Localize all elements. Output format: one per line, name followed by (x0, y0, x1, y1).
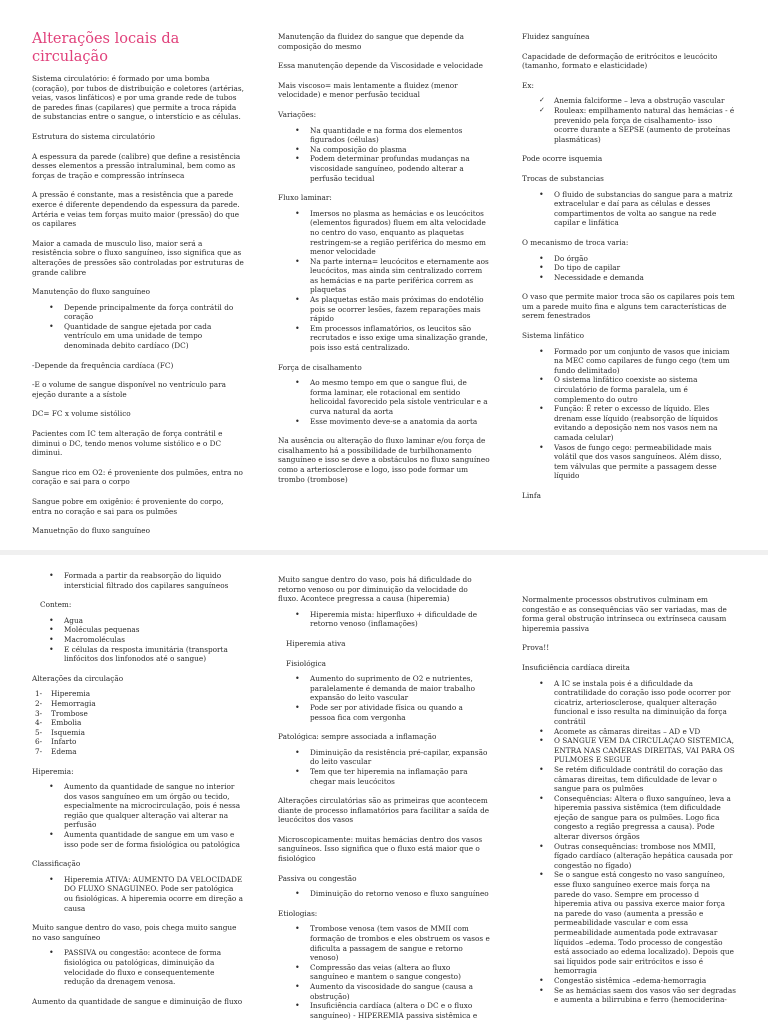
list-number: 6- (35, 737, 43, 747)
list-item: • Acomete as câmaras direitas – AD e VD (522, 727, 736, 737)
list-item: • Se o sangue está congesto no vaso sanguíneo, esse fluxo sanguíneo exerce mais força na parede do vaso. Sempre em processo d hiperemia ativa ou passiva exerce maior força na parede do vaso (aumenta a pressão e permeabilidade vascular e com essa permeabilidade aumentada pode extravasar líquidos –edema. Todo processo de congestão está associado ao edema localizado). Depois que sai líquidos pode sair eritrócitos e isso é hemorragia (522, 870, 736, 976)
list-number: 7- (35, 746, 43, 756)
list-item: • E células da resposta imunitária (transporta linfócitos dos linfonodos até o sangue) (32, 645, 244, 664)
list-item: • Trombose venosa (tem vasos de MMII com formação de trombos e eles obstruem os vasos e dificulta a passagem de sangue e retorno venoso) (278, 924, 490, 962)
list-item: • Consequências: Altera o fluxo sanguíneo, leva a hiperemia passiva sistêmica (tem dificuldade ejeção de sangue para os pulmões. Logo fica congesto a região pregressa a causa). Pode alterar diversos órgãos (522, 794, 736, 842)
list-item: ✓ Anemia falciforme – leva a obstrução vascular (522, 96, 736, 106)
list-item: • Moléculas pequenas (32, 625, 244, 635)
page2-column-3 (522, 595, 736, 1015)
document-page-2 (0, 555, 768, 1024)
bullet-list (32, 616, 244, 664)
list-item: • Hiperemia mista: hiperfluxo + dificuldade de retorno venoso (inflamações) (278, 610, 490, 629)
list-item-text: Hiperemia (51, 689, 91, 699)
paragraph: Alterações circulatórias são as primeiras que acontecem diante de processo inflamatórios para facilitar a saída de leucócitos dos vasos (278, 796, 490, 825)
list-item (32, 737, 244, 747)
list-item: • PASSIVA ou congestão: acontece de forma fisiológica ou patológicas, diminuição da velocidade do fluxo e consequentemente redução da drenagem venosa. (32, 948, 244, 986)
paragraph: Ex: (522, 80, 534, 90)
list-item (32, 718, 244, 728)
paragraph: Trocas de substancias (522, 173, 604, 183)
paragraph: Contem: (40, 600, 72, 610)
list-item: • Tem que ter hiperemia na inflamação para chegar mais leucócitos (278, 767, 490, 786)
numbered-list (32, 689, 244, 756)
checklist (522, 96, 736, 144)
list-item: • Depende principalmente da força contrátil do coração (32, 303, 244, 322)
paragraph: O mecanismo de troca varia: (522, 237, 629, 247)
list-item (32, 709, 244, 719)
list-item-text: Trombose (51, 708, 88, 718)
paragraph: Fluidez sanguínea (522, 32, 590, 41)
list-item: • Quantidade de sangue ejetada por cada ventrículo em uma unidade de tempo denominada debito cardíaco (DC) (32, 322, 244, 351)
bullet-list (32, 303, 244, 351)
list-item (32, 747, 244, 757)
list-item-text: Infarto (51, 737, 77, 747)
paragraph: Sangue pobre em oxigênio: é proveniente do corpo, entra no coração e sai para os pulmões (32, 497, 224, 516)
paragraph: Mais viscoso= mais lentamente a fluidez (menor velocidade) e menor perfusão tecidual (278, 80, 458, 100)
list-item: • Pode ser por atividade física ou quando a pessoa fica com vergonha (278, 703, 490, 722)
list-item: • Compressão das veias (altera ao fluxo sanguíneo e mantem o sangue congesto) (278, 963, 490, 982)
list-item: • Macromoléculas (32, 635, 244, 645)
paragraph: Muito sangue dentro do vaso, pois chega muito sangue no vaso sanguíneo (32, 923, 237, 942)
list-item: • Se retém dificuldade contrátil do coração das câmaras direitas, tem dificuldade de levar o sangue para os pulmões (522, 765, 736, 794)
bullet-list (32, 948, 244, 986)
paragraph: Hiperemia: (32, 766, 74, 776)
list-item (32, 689, 244, 699)
paragraph: -Depende da frequência cardíaca (FC) (32, 360, 174, 370)
list-number: 5- (35, 727, 43, 737)
list-item: • Na parte interna= leucócitos e eternamente aos leucócitos, mas ainda sim centralizado correm as hemácias e na parte periférica correm as plaquetas (278, 257, 490, 295)
paragraph: A espessura da parede (calibre) que define a resistência desses elementos a pressão intraluminal, bem como as forças de tração e compressão intrínseca (32, 151, 241, 180)
paragraph: Patológica: sempre associada a inflamação (278, 732, 437, 742)
paragraph: Essa manutenção depende da Viscosidade e velocidade (278, 61, 483, 71)
list-item-text: Edema (51, 746, 77, 756)
list-item: • Diminuição da resistência pré-capilar, expansão do leito vascular (278, 748, 490, 767)
bullet-list (278, 889, 490, 899)
paragraph: A pressão é constante, mas a resistência que a parede exerce é diferente dependendo da espessura da parede. Artéria e veias tem forças muito maior (pressão) do que os capilares (32, 190, 240, 229)
paragraph: Capacidade de deformação de eritrócitos e leucócito (tamanho, formato e elasticidade) (522, 51, 718, 71)
list-item-text: Isquemia (51, 727, 85, 737)
paragraph: Prova!! (522, 643, 550, 653)
list-item: • Aumenta quantidade de sangue em um vaso e isso pode ser de forma fisiológica ou patológica (32, 830, 244, 849)
paragraph: Na ausência ou alteração do fluxo laminar e/ou força de cisalhamento há a possibilidade de turbilhonamento sanguíneo e isso se deve a obstáculos no fluxo sanguíneo como a arteriosclerose e logo, isso pode formar um trombo (trombose) (278, 436, 490, 484)
list-item: • Agua (32, 616, 244, 626)
bullet-list (32, 782, 244, 849)
paragraph: Variações: (278, 109, 317, 119)
list-item: • O fluido de substancias do sangue para a matriz extracelular e daí para as células e desses compartimentos de volta ao sangue na rede capilar e linfática (522, 190, 736, 228)
page1-column-1 (32, 30, 244, 546)
bullet-list (522, 254, 736, 283)
list-item: • Hiperemia ATIVA: AUMENTO DA VELOCIDADE DO FLUXO SNAGUINEO. Pode ser patológica ou fisiológicas. A hiperemia ocorre em direção a causa (32, 875, 244, 913)
paragraph: Pacientes com IC tem alteração de força contrátil e diminui o DC, tendo menos volume sistólico e o DC diminui. (32, 429, 223, 458)
list-item: • Ao mesmo tempo em que o sangue flui, de forma laminar, ele rotacional em sentido helicoidal favorecido pela sístole ventricular e a curva natural da aorta (278, 378, 490, 416)
paragraph: -E o volume de sangue disponível no ventrículo para ejeção durante a a sístole (32, 380, 226, 399)
bullet-list (522, 347, 736, 481)
paragraph: Insuficiência cardíaca direita (522, 662, 630, 672)
paragraph: Linfa (522, 490, 541, 500)
list-item (32, 728, 244, 738)
paragraph: Classificação (32, 859, 81, 869)
paragraph: O vaso que permite maior troca são os capilares pois tem um a parede muito fina e alguns tem características de serem fenestrados (522, 292, 735, 321)
paragraph: Alterações da circulação (32, 673, 124, 683)
list-item: • O SANGUE VEM DA CIRCULAÇAO SISTEMICA, ENTRA NAS CAMERAS DIREITAS, VAI PARA OS PULMOES E SEGUE (522, 736, 736, 765)
bullet-list (278, 748, 490, 786)
paragraph: Estrutura do sistema circulatório (32, 131, 155, 141)
list-item: • Congestão sistêmica –edema-hemorragia (522, 976, 736, 986)
bullet-list (278, 209, 490, 353)
page2-column-2 (278, 575, 490, 1024)
paragraph: Manuetnção do fluxo sanguíneo (32, 526, 151, 536)
list-item: • Vasos de fungo cego: permeabilidade mais volátil que dos vasos sanguíneos. Além disso, tem válvulas que permite a passagem desse líquido (522, 443, 736, 481)
list-item: • O sistema linfático coexiste ao sistema circulatório de forma paralela, um é complemento do outro (522, 375, 736, 404)
paragraph: Hiperemia ativa (286, 638, 346, 648)
list-number: 1- (35, 689, 43, 699)
paragraph: Força de cisalhamento (278, 362, 362, 372)
list-item: • A IC se instala pois é a dificuldade da contratilidade do coração isso pode ocorrer por cicatriz, arteriosclerose, qualquer alteração funcional e isso resulta na diminuição da força contrátil (522, 679, 736, 727)
bullet-list (278, 378, 490, 426)
list-item: • Do órgão (522, 254, 736, 264)
paragraph: Passiva ou congestão (278, 873, 357, 883)
list-number: 2- (35, 698, 43, 708)
bullet-list (278, 610, 490, 629)
list-item: • Podem determinar profundas mudanças na viscosidade sanguíneo, podendo alterar a perfusão tecidual (278, 154, 490, 183)
bullet-list (278, 674, 490, 722)
paragraph: Etiologias: (278, 908, 318, 918)
bullet-list (32, 571, 244, 590)
bullet-list (522, 190, 736, 228)
list-item-text: Hemorragia (51, 698, 96, 708)
list-item: • Imersos no plasma as hemácias e os leucócitos (elementos figurados) fluem em alta velocidade no centro do vaso, enquanto as plaquetas restringem-se a região periférica do mesmo em menor velocidade (278, 209, 490, 257)
document-title: Alterações locais da circulação (32, 31, 180, 65)
paragraph: Normalmente processos obstrutivos culminam em congestão e as consequências vão ser variadas, mas de forma geral obstrução intrínseca ou extrínseca causam hiperemia passiva (522, 595, 727, 633)
paragraph: Sistema circulatório: é formado por uma bomba (coração), por tubos de distribuição e coletores (artérias, veias, vasos linfáticos) e por uma grande rede de tubos de paredes finas (capilares) que permite a troca rápida de substancias entre o sangue, o interstício e as células. (32, 74, 244, 122)
paragraph: Manutenção da fluidez do sangue que depende da composição do mesmo (278, 32, 464, 51)
bullet-list (32, 875, 244, 913)
list-item: • Necessidade e demanda (522, 273, 736, 283)
paragraph: Maior a camada de musculo liso, maior será a resistência sobre o fluxo sanguíneo, isso significa que as alterações de pressões são controladas por estruturas de grande calibre (32, 238, 244, 277)
paragraph: Fluxo laminar: (278, 193, 332, 203)
list-item-text: Embolia (51, 718, 82, 728)
list-item: • As plaquetas estão mais próximas do endotélio pois se ocorrer lesões, fazem reparações mais rápido (278, 295, 490, 324)
list-item: • Em processos inflamatórios, os leucitos são recrutados e isso exige uma sinalização grande, pois isso está centralizado. (278, 324, 490, 353)
paragraph: DC= FC x volume sistólico (32, 409, 131, 419)
bullet-list (522, 679, 736, 1005)
page1-column-2 (278, 32, 490, 494)
list-item: • Esse movimento deve-se a anatomia da aorta (278, 417, 490, 427)
paragraph: Sistema linfático (522, 331, 585, 341)
list-item: • Aumento da viscosidade do sangue (causa a obstrução) (278, 982, 490, 1001)
list-item: • Se as hemácias saem dos vasos vão ser degradas e aumenta a bilirrubina e ferro (hemociderina- (522, 986, 736, 1005)
list-item: • Outras consequências: trombose nos MMII, fígado cardíaco (alteração hepática causada por congestão no fígado) (522, 842, 736, 871)
list-item: • Insuficiência cardíaca (altera o DC e o fluxo sanguíneo) - HIPEREMIA passiva sistêmica e (278, 1001, 490, 1020)
paragraph: Manutenção do fluxo sanguíneo (32, 287, 151, 297)
paragraph: Pode ocorre isquemia (522, 154, 603, 164)
paragraph: Muito sangue dentro do vaso, pois há dificuldade do retorno venoso ou por diminuição da velocidade do fluxo. Acontece pregressa a causa (hiperemia) (278, 575, 472, 604)
list-item: • Aumento da quantidade de sangue no interior dos vasos sanguíneo em um órgão ou tecido, especialmente na microcirculação, pois é nessa região que qualquer alteração vai alterar na perfusão (32, 782, 244, 830)
page1-column-3 (522, 32, 736, 511)
bullet-list (278, 924, 490, 1020)
list-item: • Na composição do plasma (278, 145, 490, 155)
list-item: • Formada a partir da reabsorção do liquido intersticial filtrado dos capilares sanguíneos (32, 571, 244, 590)
list-number: 4- (35, 718, 43, 728)
list-item: • Do tipo de capilar (522, 263, 736, 273)
paragraph: Microscopicamente: muitas hemácias dentro dos vasos sanguíneos. Isso significa que o fluxo está maior que o fisiológico (278, 834, 483, 864)
list-item: • Função: É reter o excesso de líquido. Eles drenam esse líquido (reabsorção de líquidos evitando a deposição nem nos vasos nem na camada celular) (522, 404, 736, 442)
paragraph: Aumento da quantidade de sangue e diminuição de fluxo (32, 996, 243, 1006)
bullet-list (278, 126, 490, 184)
list-item: • Diminuição do retorno venoso e fluxo sanguíneo (278, 889, 490, 899)
list-item: • Formado por um conjunto de vasos que iniciam na MEC como capilares de fungo cego (tem um fundo delimitado) (522, 347, 736, 376)
list-item (32, 699, 244, 709)
list-number: 3- (35, 708, 43, 718)
paragraph: Sangue rico em O2: é proveniente dos pulmões, entra no coração e sai para o corpo (32, 467, 243, 487)
list-item: • Na quantidade e na forma dos elementos figurados (células) (278, 126, 490, 145)
list-item: ✓ Rouleax: empilhamento natural das hemácias - é prevenido pela força de cisalhamento- isso ocorre durante a SEPSE (aumento de proteínas plasmáticas) (522, 106, 736, 144)
paragraph: Fisiológica (286, 658, 327, 668)
list-item: • Aumento do suprimento de O2 e nutrientes, paralelamente é demanda de maior trabalho expansão do leito vascular (278, 674, 490, 703)
page2-column-1 (32, 571, 244, 1016)
